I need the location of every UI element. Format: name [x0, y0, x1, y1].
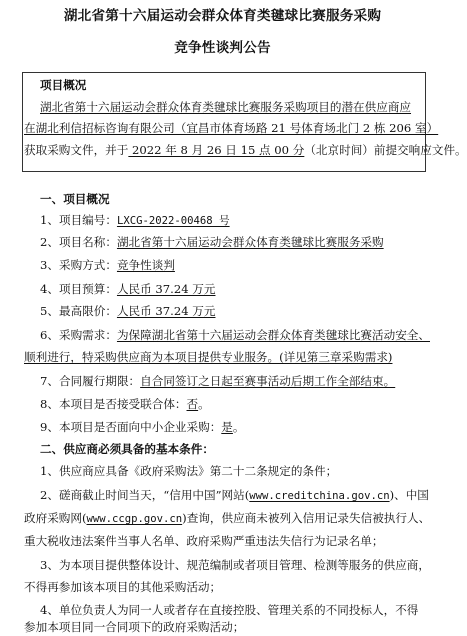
- item3-label: 3、采购方式：: [40, 258, 117, 272]
- item-contract-period: [40, 372, 395, 390]
- item8-label: 8、本项目是否接受联合体：: [40, 397, 187, 411]
- condition-2-line1: [40, 486, 429, 505]
- condition-2-line3: 重大税收违法案件当事人名单、政府采购严重违法失信行为记录名单；: [24, 534, 384, 548]
- item-project-number: [40, 211, 230, 230]
- item1-value: LXCG-2022-00468 号: [116, 215, 230, 227]
- item3-value: 竞争性谈判: [116, 258, 175, 272]
- overview-line3: [24, 141, 467, 159]
- item-max-price: [40, 302, 215, 320]
- item7-label: 7、合同履行期限：: [40, 374, 141, 388]
- condition-4-line1: 4、单位负责人为同一人或者存在直接控股、管理关系的不同投标人，不得: [40, 603, 419, 617]
- item7-value: 自合同签订之日起至赛事活动后期工作全部结束。: [140, 374, 396, 388]
- item-sme: [40, 418, 245, 436]
- item4-value: 人民币 37.24 万元: [116, 282, 216, 296]
- c2-line2-pre: 政府采购网(: [24, 511, 87, 525]
- ccgp-link[interactable]: www.ccgp.gov.cn: [86, 513, 183, 525]
- overview-heading: 项目概况: [40, 78, 87, 92]
- condition-2-line2: [24, 509, 430, 528]
- c2-line1-pre: 2、磋商截止时间当天，“信用中国”网站(: [40, 488, 250, 502]
- condition-3-line2: 不得再参加该本项目的其他采购活动；: [24, 580, 222, 594]
- item9-label: 9、本项目是否面向中小企业采购：: [40, 420, 222, 434]
- overview-line2: 在湖北利信招标咨询有限公司（宜昌市体育场路 21 号体育场北门 2 栋 206 室）: [24, 121, 439, 135]
- item9-value: 是: [221, 420, 233, 434]
- overview-line1: 湖北省第十六届运动会群众体育类毽球比赛服务采购项目的潜在供应商应: [40, 100, 412, 114]
- item4-label: 4、项目预算：: [40, 282, 117, 296]
- item-requirements: [40, 326, 430, 344]
- condition-4-line2: 参加本项目同一合同项下的政府采购活动；: [24, 620, 245, 634]
- item-procurement-method: [40, 256, 175, 274]
- c2-line2-post: )查询，供应商未被列入信用记录失信被执行人、: [182, 511, 431, 525]
- document-title-line2: 竞争性谈判公告: [174, 40, 271, 56]
- overview-line3-post: （北京时间）前提交响应文件。: [304, 143, 467, 157]
- creditchina-link[interactable]: www.creditchina.gov.cn: [249, 490, 390, 502]
- item6-label: 6、采购需求：: [40, 328, 117, 342]
- overview-line3-pre: 获取采购文件，并于: [24, 143, 129, 157]
- c2-line1-post: )、中国: [389, 488, 429, 502]
- overview-deadline: 2022 年 8 月 26 日 15 点 00 分: [128, 143, 305, 157]
- section1-heading: 一、项目概况: [40, 192, 110, 206]
- condition-3-line1: 3、为本项目提供整体设计、规范编制或者项目管理、检测等服务的供应商，: [40, 558, 430, 572]
- item-budget: [40, 280, 215, 298]
- item2-value: 湖北省第十六届运动会群众体育类毽球比赛服务采购: [116, 235, 384, 249]
- item5-label: 5、最高限价：: [40, 304, 117, 318]
- item6-value-line1: 为保障湖北省第十六届运动会群众体育类毽球比赛活动安全、: [116, 328, 430, 342]
- item6-value-line2: 顺利进行，特采购供应商为本项目提供专业服务。(详见第三章采购需求): [24, 350, 393, 364]
- item-joint-venture: [40, 395, 210, 413]
- condition-1: 1、供应商应具备《政府采购法》第二十二条规定的条件；: [40, 464, 338, 478]
- item1-label: 1、项目编号：: [40, 213, 117, 227]
- item5-value: 人民币 37.24 万元: [116, 304, 216, 318]
- item9-end: 。: [232, 420, 245, 434]
- section2-heading: 二、供应商必须具备的基本条件：: [40, 442, 214, 456]
- item2-label: 2、项目名称：: [40, 235, 117, 249]
- item-project-name: [40, 233, 384, 251]
- document-title-line1: 湖北省第十六届运动会群众体育类毽球比赛服务采购: [63, 8, 382, 24]
- item8-value: 否: [186, 397, 199, 411]
- item8-end: 。: [198, 397, 210, 411]
